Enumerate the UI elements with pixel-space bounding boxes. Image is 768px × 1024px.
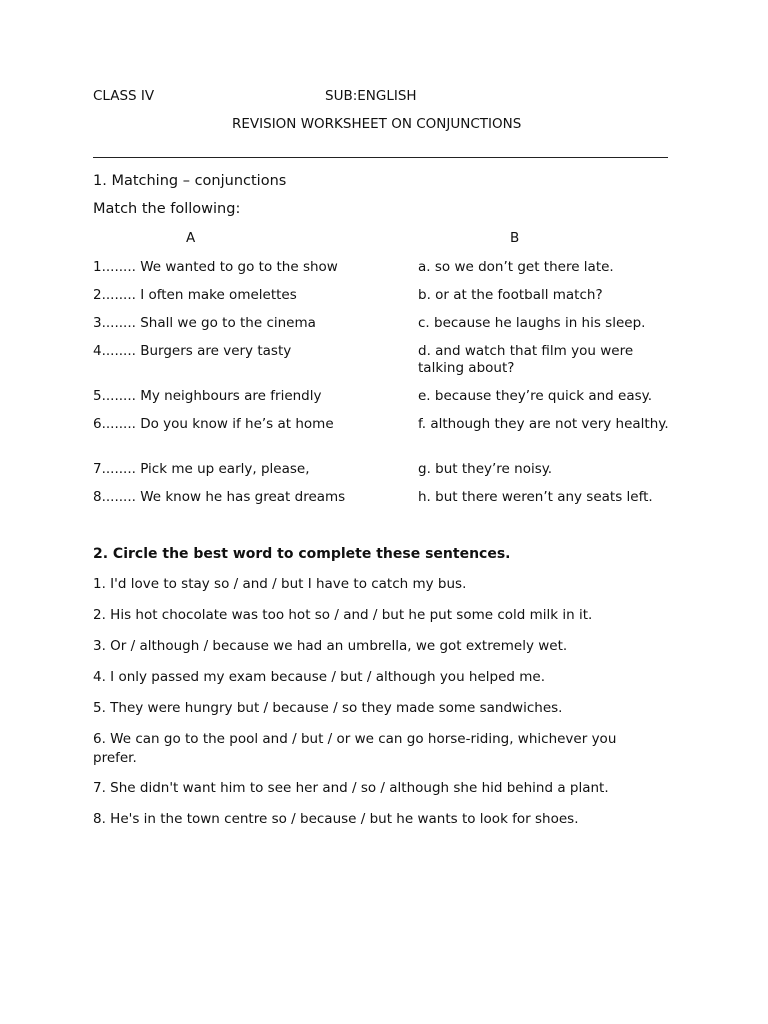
match-item-a: 2........ I often make omelettes [93, 287, 297, 303]
section1-heading: 1. Matching – conjunctions [93, 173, 287, 189]
sentence-item: 8. He's in the town centre so / because / but he wants to look for shoes. [93, 811, 579, 827]
match-item-b: e. because they’re quick and easy. [418, 388, 652, 404]
sentence-item: 2. His hot chocolate was too hot so / and / but he put some cold milk in it. [93, 607, 593, 623]
sentence-item: 1. I'd love to stay so / and / but I have to catch my bus. [93, 576, 467, 592]
sentence-item: 6. We can go to the pool and / but / or we can go horse-riding, whichever you prefer. [93, 731, 617, 766]
worksheet-title: REVISION WORKSHEET ON CONJUNCTIONS [232, 116, 522, 132]
match-item-a: 1........ We wanted to go to the show [93, 259, 338, 275]
class-label: CLASS IV [93, 88, 155, 104]
horizontal-divider [93, 157, 668, 158]
sentence-item: 5. They were hungry but / because / so they made some sandwiches. [93, 700, 563, 716]
match-item-b: h. but there weren’t any seats left. [418, 489, 653, 505]
match-item-a: 8........ We know he has great dreams [93, 489, 346, 505]
match-item-b: f. although they are not very healthy. [418, 416, 669, 432]
match-item-b: d. and watch that film you were talking about? [418, 343, 634, 376]
match-item-a: 3........ Shall we go to the cinema [93, 315, 316, 331]
column-a-header: A [186, 230, 196, 246]
sentence-item: 7. She didn't want him to see her and / so / although she hid behind a plant. [93, 780, 609, 796]
sentence-item: 3. Or / although / because we had an umbrella, we got extremely wet. [93, 638, 568, 654]
header-row [93, 88, 673, 106]
match-item-a: 5........ My neighbours are friendly [93, 388, 322, 404]
match-item-a: 6........ Do you know if he’s at home [93, 416, 334, 432]
section2-heading: 2. Circle the best word to complete these sentences. [93, 546, 511, 562]
sentence-item: 4. I only passed my exam because / but / although you helped me. [93, 669, 546, 685]
match-instruction: Match the following: [93, 201, 241, 217]
subject-label: SUB:ENGLISH [325, 88, 417, 104]
match-item-b: a. so we don’t get there late. [418, 259, 614, 275]
match-item-a: 4........ Burgers are very tasty [93, 343, 292, 359]
column-b-header: B [510, 230, 520, 246]
match-item-a: 7........ Pick me up early, please, [93, 461, 310, 477]
match-item-b: c. because he laughs in his sleep. [418, 315, 646, 331]
match-item-b: g. but they’re noisy. [418, 461, 553, 477]
match-item-b: b. or at the football match? [418, 287, 603, 303]
